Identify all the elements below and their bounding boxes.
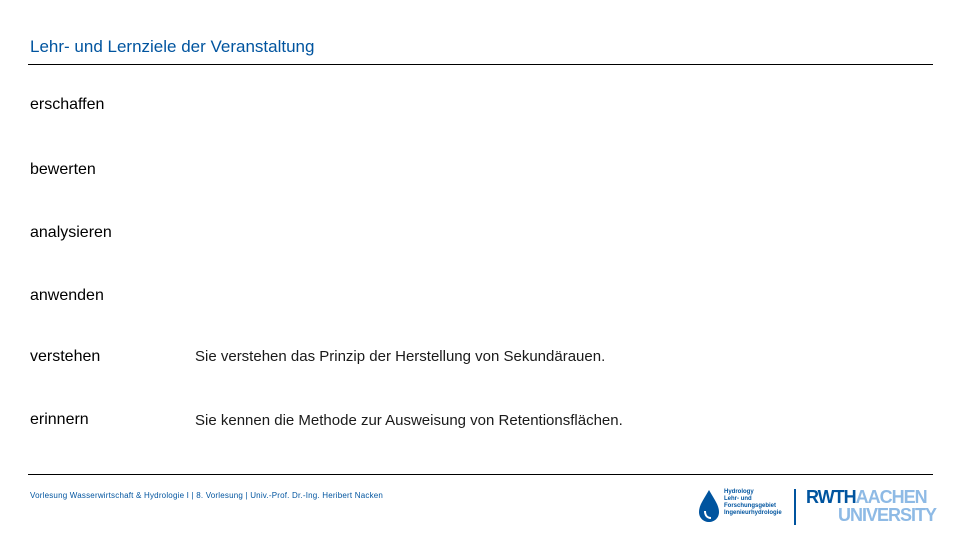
- hydrology-logo: [698, 487, 788, 527]
- footer-text: Vorlesung Wasserwirtschaft & Hydrologie I | 8. Vorlesung | Univ.-Prof. Dr.-Ing. Heribert Nacken: [30, 491, 384, 500]
- level-verstehen: verstehen: [30, 348, 101, 365]
- hydrology-logo-text: Hydrology Lehr- und Forschungsgebiet Ingenieurhydrologie: [724, 489, 782, 516]
- level-bewerten: bewerten: [30, 161, 96, 178]
- goal-verstehen: Sie verstehen das Prinzip der Herstellung von Sekundärauen.: [195, 348, 606, 365]
- level-erinnern: erinnern: [30, 411, 89, 428]
- level-erschaffen: erschaffen: [30, 96, 105, 113]
- goal-erinnern: Sie kennen die Methode zur Ausweisung von Retentionsflächen.: [195, 412, 623, 429]
- slide-title: Lehr- und Lernziele der Veranstaltung: [30, 37, 315, 56]
- water-drop-icon: [698, 489, 720, 523]
- title-divider: [28, 64, 933, 65]
- footer-divider: [28, 474, 933, 475]
- level-anwenden: anwenden: [30, 287, 104, 304]
- level-analysieren: analysieren: [30, 224, 112, 241]
- rwth-aachen-logo: RWTHAACHEN UNIVERSITY: [806, 487, 937, 525]
- logo-separator: [794, 489, 796, 525]
